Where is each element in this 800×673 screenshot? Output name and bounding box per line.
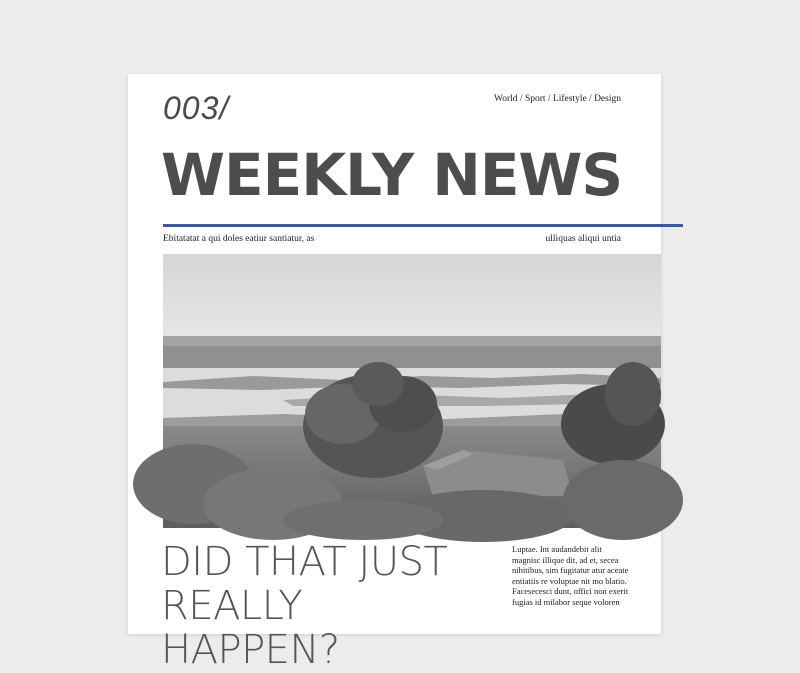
issue-number: 003/ (163, 90, 230, 126)
tagline-left: Ebitatatat a qui doles eatiur santiatur, as (163, 234, 315, 244)
magazine-page (128, 74, 661, 673)
landscape-photo-icon (163, 254, 661, 528)
landscape-photo (163, 254, 661, 528)
masthead-title: WEEKLY NEWS (161, 141, 623, 209)
headline: DID THAT JUST REALLY HAPPEN? (161, 539, 448, 673)
accent-rule (163, 224, 683, 227)
article-body: Luptae. Int audandebit alit magnisc illique dit, ad et, secea nihitibus, sim fugitatur atur aceate entiatiis re voluptae nit mo blatio. Facesecesci dunt, offici non exerit fugias id milabor seque voloren (512, 544, 629, 607)
tagline-right: ulliquas aliqui untia (545, 234, 621, 244)
section-nav: World / Sport / Lifestyle / Design (494, 94, 621, 104)
